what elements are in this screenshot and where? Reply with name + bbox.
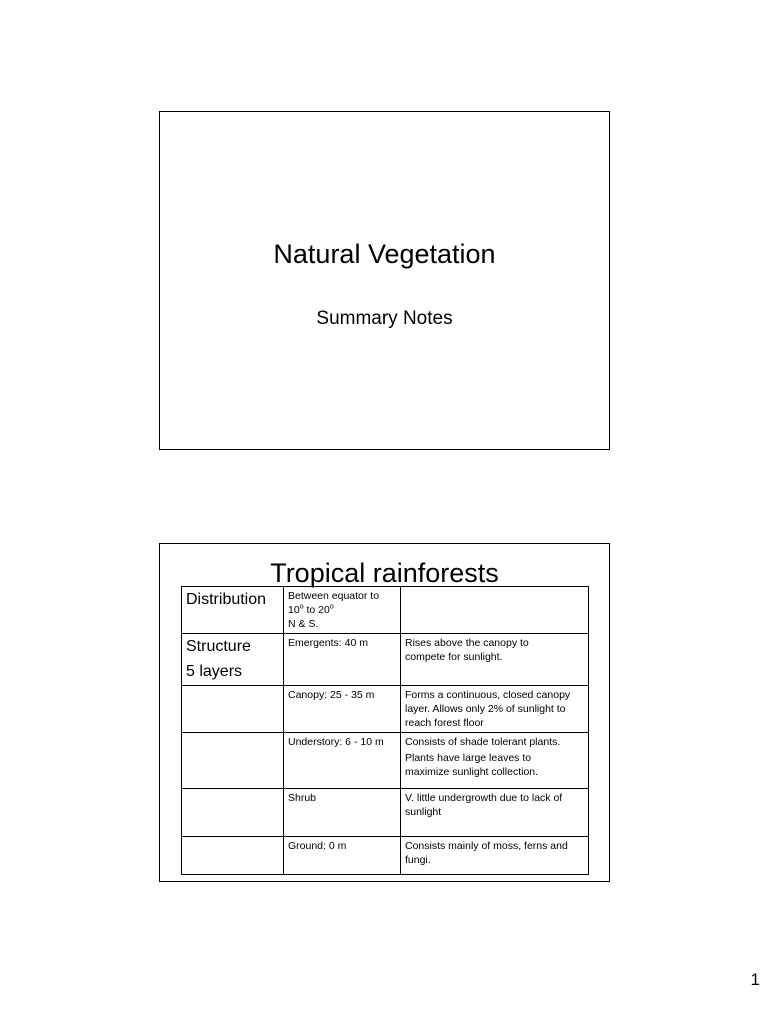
table-row xyxy=(182,686,589,733)
layer-cell: Between equator to 10$^o$ to 20$^o$ N & S. xyxy=(284,587,401,634)
description-cell: Consists mainly of moss, ferns and fungi. xyxy=(401,837,589,875)
description-cell: V. little undergrowth due to lack of sunlight xyxy=(401,789,589,837)
layer-cell: Emergents: 40 m xyxy=(284,634,401,686)
layer-cell: Canopy: 25 - 35 m xyxy=(284,686,401,733)
description-cell: Rises above the canopy to compete for sunlight. xyxy=(401,634,589,686)
page-number: 1 xyxy=(750,970,760,989)
layer-cell: Shrub xyxy=(284,789,401,837)
row-heading xyxy=(182,789,284,837)
table-row xyxy=(182,837,589,875)
description-cell: Consists of shade tolerant plants. Plants have large leaves to maximize sunlight collection. xyxy=(401,733,589,789)
description-cell xyxy=(401,587,589,634)
layer-cell: Understory: 6 - 10 m xyxy=(284,733,401,789)
row-heading: Distribution xyxy=(182,587,284,634)
title-slide xyxy=(159,111,610,450)
description-cell: Forms a continuous, closed canopy layer. Allows only 2% of sunlight to reach forest floor xyxy=(401,686,589,733)
slide-subtitle: Summary Notes xyxy=(316,308,453,329)
slide-title: Natural Vegetation xyxy=(273,239,496,269)
rainforest-slide xyxy=(159,543,610,882)
row-heading xyxy=(182,686,284,733)
rainforest-table xyxy=(181,586,589,875)
table-row xyxy=(182,789,589,837)
layer-cell: Ground: 0 m xyxy=(284,837,401,875)
slide-title: Tropical rainforests xyxy=(270,558,499,588)
table-row xyxy=(182,587,589,634)
row-heading: Structure 5 layers xyxy=(182,634,284,686)
row-heading xyxy=(182,733,284,789)
table-row xyxy=(182,634,589,686)
table-row xyxy=(182,733,589,789)
row-heading xyxy=(182,837,284,875)
